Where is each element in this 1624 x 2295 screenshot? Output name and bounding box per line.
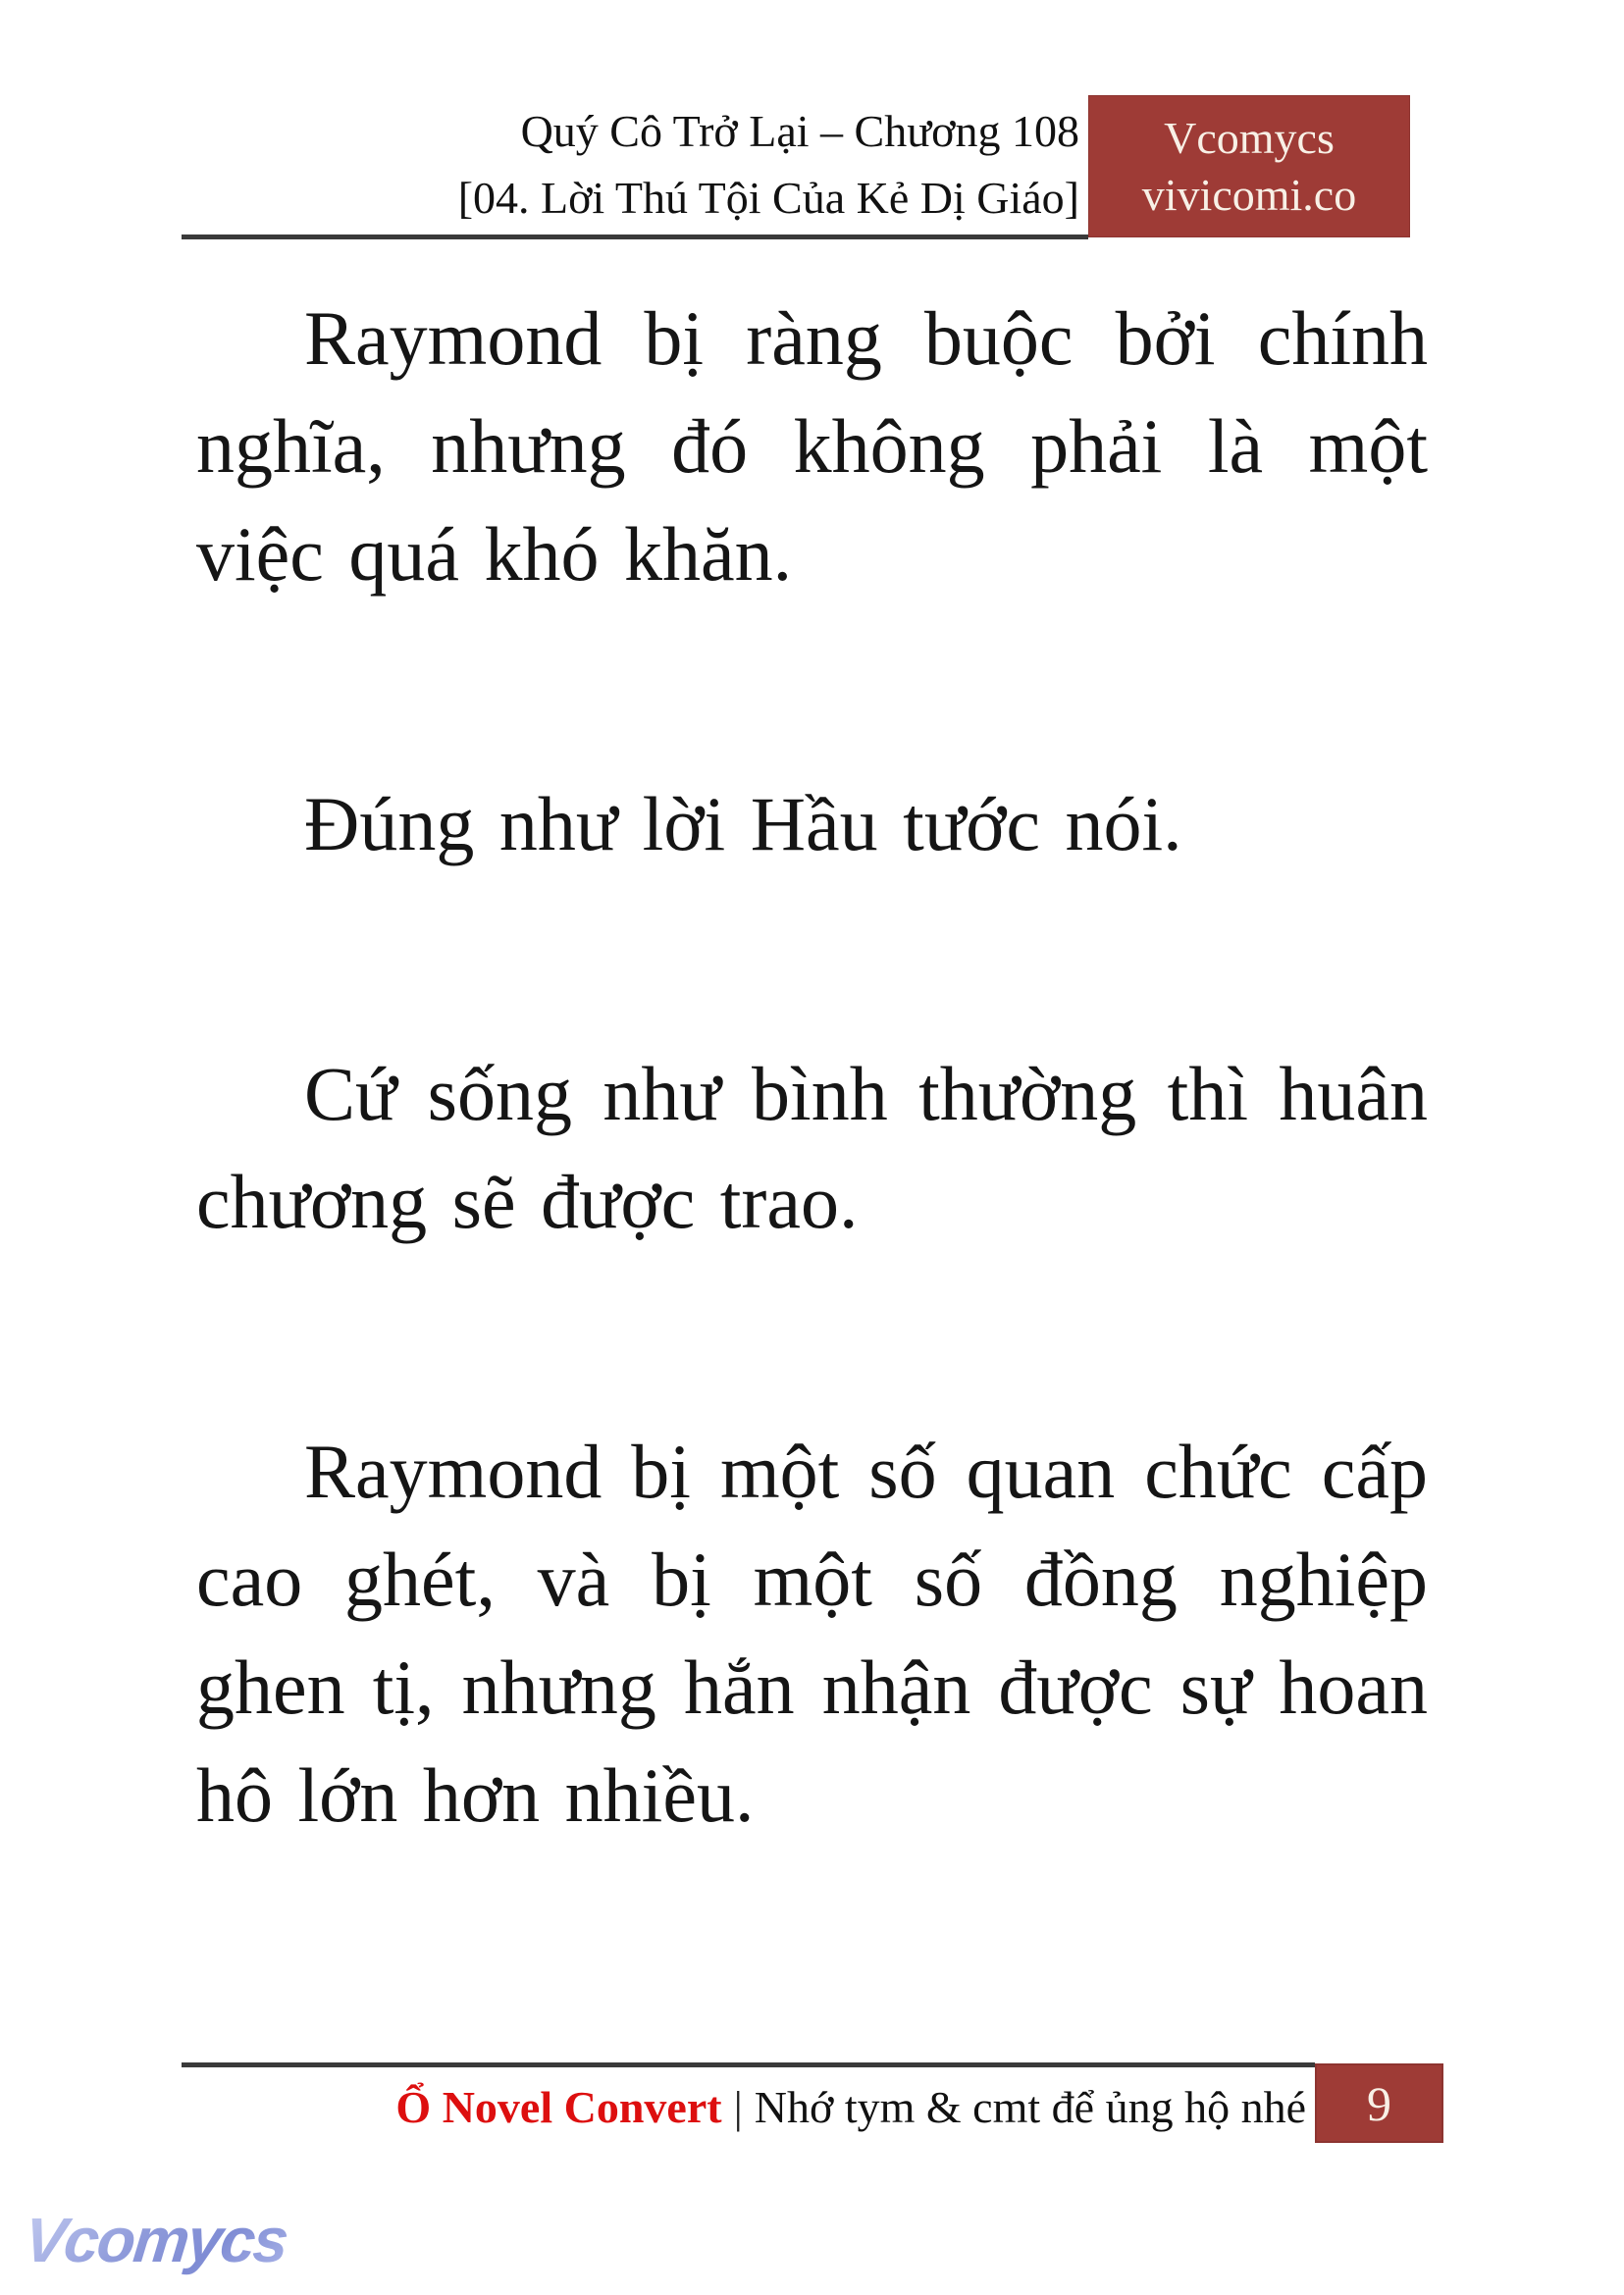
paragraph: Raymond bị ràng buộc bởi chính nghĩa, nhưng đó không phải là một việc quá khó khăn. [196,295,1428,597]
paragraph: Đúng như lời Hầu tước nói. [304,781,1182,866]
header-divider [182,235,1088,239]
footer-brand: Ổ Novel Convert [395,2082,722,2132]
chapter-subtitle: [04. Lời Thú Tội Của Kẻ Dị Giáo] [457,173,1079,223]
footer-divider [182,2062,1315,2067]
chapter-header [458,98,1079,232]
paragraph: Raymond bị một số quan chức cấp cao ghét, và bị một số đồng nghiệp ghen tị, nhưng hắn nhận được sự hoan hô lớn hơn nhiều. [196,1429,1428,1838]
page-body [196,240,1428,2011]
vcomycs-watermark-logo [21,2204,290,2276]
brand-box [1088,95,1410,237]
paragraph: Cứ sống như bình thường thì huân chương sẽ được trao. [196,1051,1428,1244]
footer-separator: | [733,2082,743,2132]
watermark-text: Vcomycs [21,2205,290,2275]
brand-site: vivicomi.co [1141,169,1357,220]
page-number-box [1315,2063,1443,2143]
chapter-title: Quý Cô Trở Lại – Chương 108 [520,106,1079,156]
footer-credit [395,2078,1306,2137]
page-number: 9 [1367,2075,1391,2131]
footer-message: Nhớ tym & cmt để ủng hộ nhé [754,2082,1306,2132]
brand-name: Vcomycs [1164,112,1335,163]
